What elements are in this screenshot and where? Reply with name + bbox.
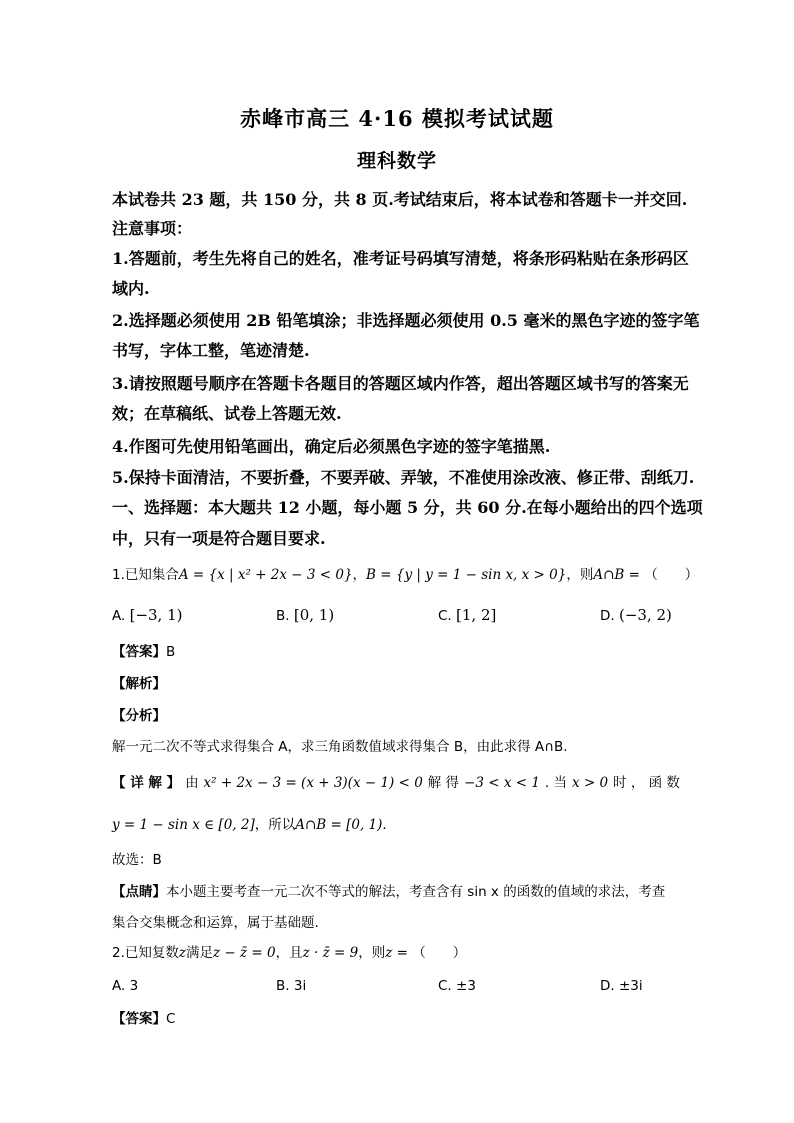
intersection-expr: A∩B xyxy=(593,567,625,583)
notice-item: 书写，字体工整，笔迹清楚. xyxy=(112,341,310,360)
option-a xyxy=(112,606,183,624)
question-2-prefix: 2.已知复数 xyxy=(112,945,179,961)
comment-text: 本小题主要考查一元二次不等式的解法，考查含有 sin x 的函数的值域的求法，考查 xyxy=(166,884,666,900)
notice-item: 域内. xyxy=(112,279,150,298)
option-label: B. xyxy=(276,608,290,624)
option-d xyxy=(600,606,672,624)
detail-result: A∩B = [0, 1) xyxy=(295,817,383,833)
option-label: B. xyxy=(276,978,290,994)
detail-range: −3 < x < 1 xyxy=(464,775,540,791)
detail-line-2 xyxy=(112,816,692,834)
answer-tag: 【答案】 xyxy=(112,1011,166,1027)
question-2-options xyxy=(112,978,692,998)
cond-text: ，且 xyxy=(275,945,303,961)
question-1-options xyxy=(112,606,692,626)
var-z: z xyxy=(385,945,393,961)
question-tail: = （ ） xyxy=(392,945,467,961)
answer-value: C xyxy=(166,1011,176,1027)
comment-line-2: 集合交集概念和运算，属于基础题. xyxy=(112,915,319,931)
option-label: A. xyxy=(112,608,126,624)
detail-end: . xyxy=(382,817,387,833)
analysis-tag xyxy=(112,675,692,693)
question-tail: = （ ） xyxy=(624,567,699,583)
answer-tag: 【答案】 xyxy=(112,644,166,660)
option-value: 3i xyxy=(293,978,307,994)
condition-2: z · z̄ = 9 xyxy=(302,945,359,961)
notice-heading: 注意事项： xyxy=(112,219,193,238)
option-b xyxy=(276,978,306,994)
section-heading: 一、选择题：本大题共 12 小题，每小题 5 分，共 60 分.在每小题给出的四个选项 xyxy=(112,498,703,517)
set-a: A = {x | x² + 2x − 3 < 0} xyxy=(178,567,353,583)
notice-item: 4.作图可先使用铅笔画出，确定后必须黑色字迹的签字笔描黑. xyxy=(112,437,551,456)
detail-text: 解 得 xyxy=(427,775,460,791)
notice-item: 1.答题前，考生先将自己的姓名，准考证号码填写清楚，将条形码粘贴在条形码区 xyxy=(112,249,689,268)
option-label: D. xyxy=(600,608,615,624)
detail-text: 由 xyxy=(185,775,199,791)
notice-item: 效；在草稿纸、试卷上答题无效. xyxy=(112,404,342,423)
question-ask: ，则 xyxy=(566,567,594,583)
option-a xyxy=(112,978,138,994)
notice-item: 2.选择题必须使用 2B 铅笔填涂；非选择题必须使用 0.5 毫米的黑色字迹的签字笔 xyxy=(112,311,700,330)
option-value: ±3 xyxy=(456,978,476,994)
detail-function: y = 1 − sin x ∈ [0, 2] xyxy=(112,817,255,833)
answer-line xyxy=(112,1010,692,1028)
notice-item: 3.请按照题号顺序在答题卡各题目的答题区域内作答，超出答题区域书写的答案无 xyxy=(112,374,689,393)
option-label: C. xyxy=(438,608,452,624)
option-value: 3 xyxy=(129,978,139,994)
option-c xyxy=(438,978,476,994)
notice-item: 5.保持卡面清洁，不要折叠，不要弄破、弄皱，不准使用涂改液、修正带、刮纸刀. xyxy=(112,468,695,487)
cond-text: 满足 xyxy=(186,945,214,961)
option-c xyxy=(438,606,496,624)
question-1-stem xyxy=(112,566,699,584)
notice-intro: 本试卷共 23 题，共 150 分，共 8 页.考试结束后，将本试卷和答题卡一并交回. xyxy=(112,190,688,209)
analysis-label: 【解析】 xyxy=(112,676,166,692)
answer-value: B xyxy=(166,644,176,660)
comment-line-1 xyxy=(112,883,692,901)
question-ask: ，则 xyxy=(358,945,386,961)
choose-line: 故选：B xyxy=(112,852,162,868)
separator: ， xyxy=(352,567,367,583)
option-label: A. xyxy=(112,978,126,994)
set-b: B = {y | y = 1 − sin x, x > 0} xyxy=(366,567,567,583)
detail-text: . 当 xyxy=(544,775,567,791)
option-value: [−3, 1) xyxy=(129,606,183,624)
option-value: [0, 1) xyxy=(293,606,335,624)
detail-text: ，所以 xyxy=(254,817,296,833)
fenxi-text: 解一元二次不等式求得集合 A，求三角函数值域求得集合 B，由此求得 A∩B. xyxy=(112,739,568,755)
detail-condition: x > 0 xyxy=(571,775,609,791)
option-value: ±3i xyxy=(618,978,643,994)
detail-equation: x² + 2x − 3 = (x + 3)(x − 1) < 0 xyxy=(203,775,423,791)
option-value: (−3, 2) xyxy=(618,606,672,624)
option-label: C. xyxy=(438,978,452,994)
question-2-stem xyxy=(112,944,692,962)
answer-line xyxy=(112,643,692,661)
comment-tag: 【点睛】 xyxy=(112,884,166,900)
detail-line-1 xyxy=(112,774,680,792)
detail-tag: 【 详 解 】 xyxy=(112,775,181,791)
exam-title: 赤峰市高三 4·16 模拟考试试题 xyxy=(240,106,554,131)
option-label: D. xyxy=(600,978,615,994)
option-b xyxy=(276,606,334,624)
exam-subtitle: 理科数学 xyxy=(356,150,437,172)
option-value: [1, 2] xyxy=(456,606,497,624)
fenxi-tag xyxy=(112,707,692,725)
var-z: z xyxy=(178,945,187,961)
section-heading-cont: 中，只有一项是符合题目要求. xyxy=(112,529,326,548)
detail-text: 时 ， 函 数 xyxy=(613,775,680,791)
question-1-prefix: 1.已知集合 xyxy=(112,567,179,583)
condition-1: z − z̄ = 0 xyxy=(213,945,276,961)
option-d xyxy=(600,978,643,994)
fenxi-label: 【分析】 xyxy=(112,708,166,724)
